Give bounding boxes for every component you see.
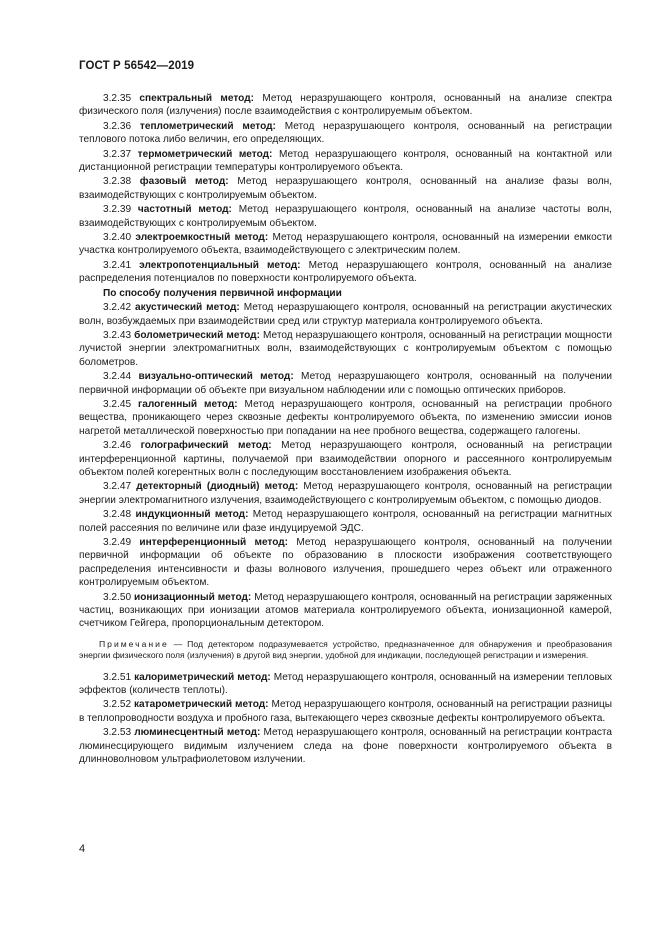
term-definition: Метод неразрушающего контроля, основанный на анализе частоты волн, взаимодействующих с контролируемым объектом. <box>79 204 612 229</box>
term-definition: Метод неразрушающего контроля, основанный на контактной или дистанционной регистрации температуры контролируемого объекта. <box>79 148 612 174</box>
term-name: термометрический метод: <box>137 148 273 160</box>
term-entry <box>79 480 612 507</box>
term-name: электроемкостный метод: <box>135 232 269 244</box>
term-name: интерференционный метод: <box>139 537 289 548</box>
term-definition: Метод неразрушающего контроля, основанный на измерении емкости участка контролируемого объекта, взаимодействующего с электрическим полем. <box>79 232 612 257</box>
section-subheading: По способу получения первичной информации <box>103 287 342 299</box>
term-definition: Метод неразрушающего контроля, основанный на регистрации энергии электромагнитного излучения, взаимодействующего с контролируемым объектом, с помощью диодов. <box>79 481 612 506</box>
term-definition: Метод неразрушающего контроля, основанный на измерении тепловых эффектов (количеств теплоты). <box>79 671 612 697</box>
term-entry <box>79 398 612 438</box>
term-name: калориметрический метод: <box>134 671 271 683</box>
term-definition: Метод неразрушающего контроля, основанный на получении первичной информации об объекте при визуальном наблюдении или с помощью оптических приборов. <box>79 371 612 396</box>
term-number: 3.2.44 <box>103 371 132 383</box>
term-entry <box>79 301 612 328</box>
term-entry <box>79 671 612 698</box>
term-number: 3.2.45 <box>103 398 132 410</box>
terms-group-c <box>79 671 612 767</box>
term-definition: Метод неразрушающего контроля, основанный на регистрации контраста люминесцирующего видимым излучением следа на фоне поверхности контролируемого объекта в длинноволновом ультрафиолетовом излучении. <box>79 727 613 766</box>
term-name: люминесцентный метод: <box>134 727 261 739</box>
term-name: акустический метод: <box>135 302 240 314</box>
term-definition: Метод неразрушающего контроля, основанный на анализе спектра физического поля (излучения) после взаимодействия с контролируемым объектом. <box>79 93 612 118</box>
term-entry <box>79 203 612 230</box>
term-entry <box>79 231 612 258</box>
term-number: 3.2.48 <box>103 509 132 521</box>
terms-group-b <box>79 301 612 631</box>
term-definition: Метод неразрушающего контроля, основанный на анализе распределения потенциалов по поверхности контролируемого объекта. <box>79 259 612 285</box>
term-name: катарометрический метод: <box>133 699 269 711</box>
term-definition: Метод неразрушающего контроля, основанный на получении первичной информации об объекте по образованию в плоскости изображения соответствующего распределения интенсивности и фазы волнового излучения, прошедшего через объект или отраженного контролируемым объектом. <box>79 537 612 589</box>
term-name: галогенный метод: <box>138 398 238 410</box>
term-entry <box>79 698 612 725</box>
term-name: фазовый метод: <box>139 176 229 188</box>
term-number: 3.2.42 <box>103 302 132 314</box>
term-definition: Метод неразрушающего контроля, основанный на регистрации теплового потока либо величин, его определяющих. <box>79 120 612 146</box>
term-number: 3.2.52 <box>103 699 132 711</box>
term-definition: Метод неразрушающего контроля, основанный на анализе фазы волн, взаимодействующих с контролируемым объектом. <box>79 176 612 201</box>
term-entry <box>79 370 612 397</box>
term-name: ионизационный метод: <box>134 591 252 603</box>
term-name: визуально-оптический метод: <box>138 371 294 383</box>
term-name: индукционный метод: <box>135 509 249 521</box>
term-entry <box>79 726 612 766</box>
term-name: теплометрический метод: <box>139 120 276 132</box>
term-definition: Метод неразрушающего контроля, основанный на регистрации пробного вещества, проникающего через сквозные дефекты контролируемого объекта, по изменению эмиссии ионов нагретой металлической поверхностью при попадании на нее пробного вещества, содержащего галогены. <box>79 398 613 437</box>
page-number: 4 <box>79 843 86 855</box>
term-number: 3.2.41 <box>103 259 132 271</box>
term-number: 3.2.47 <box>103 481 132 493</box>
term-definition: Метод неразрушающего контроля, основанный на регистрации магнитных полей рассеяния по величине или фазе индуцируемой ЭДС. <box>79 509 612 534</box>
term-number: 3.2.51 <box>103 671 132 683</box>
document-body <box>79 92 612 768</box>
term-number: 3.2.37 <box>103 148 132 160</box>
document-header: ГОСТ Р 56542—2019 <box>79 60 195 72</box>
term-entry <box>79 92 612 119</box>
term-definition: Метод неразрушающего контроля, основанный на регистрации разницы в теплопроводности воздуха и пробного газа, вытекающего через сквозные дефекты контролируемого объекта. <box>79 699 612 724</box>
term-number: 3.2.53 <box>103 727 132 739</box>
term-entry <box>79 536 612 590</box>
term-number: 3.2.49 <box>103 537 132 548</box>
term-number: 3.2.50 <box>103 591 132 603</box>
terms-group-a <box>79 92 612 286</box>
term-definition: Метод неразрушающего контроля, основанный на регистрации интерференционной картины, получаемой при взаимодействии опорного и рассеянного контролируемым объектом полей когерентных волн с последующим восстановлением изображения объекта. <box>79 440 613 478</box>
term-name: детекторный (диодный) метод: <box>136 481 299 493</box>
term-number: 3.2.35 <box>103 93 132 104</box>
term-entry <box>79 591 612 631</box>
term-entry <box>79 120 612 147</box>
note-text: — Под детектором подразумевается устройство, предназначенное для обнаружения и преобразования энергии физического поля (излучения) в другой вид энергии, удобной для индикации, последующей регистрации и измерения. <box>79 638 612 661</box>
term-definition: Метод неразрушающего контроля, основанный на регистрации мощности лучистой энергии электромагнитных волн, взаимодействующих с контролируемым объектом с помощью болометров. <box>79 329 612 368</box>
term-name: болометрический метод: <box>134 329 260 341</box>
note <box>79 639 612 662</box>
term-entry <box>79 148 612 175</box>
term-name: голографический метод: <box>140 440 272 452</box>
term-definition: Метод неразрушающего контроля, основанный на регистрации акустических волн, возбуждаемых при взаимодействии сред или структур материала контролируемого объекта. <box>79 302 612 327</box>
term-number: 3.2.40 <box>103 232 132 244</box>
term-number: 3.2.39 <box>103 204 132 216</box>
term-entry <box>79 439 612 479</box>
term-definition: Метод неразрушающего контроля, основанный на регистрации заряженных частиц, возникающих при ионизации атомов материала контролируемого объекта, ионизационной камерой, счетчиком Гейгера, пропорциональным детектором. <box>79 591 612 630</box>
term-entry <box>79 259 612 286</box>
term-name: электропотенциальный метод: <box>139 259 301 271</box>
term-name: частотный метод: <box>137 204 232 216</box>
term-name: спектральный метод: <box>139 93 254 104</box>
term-entry <box>79 329 612 369</box>
term-number: 3.2.46 <box>103 440 132 452</box>
term-entry <box>79 175 612 202</box>
note-label: Примечание <box>99 638 169 649</box>
term-entry <box>79 508 612 535</box>
term-number: 3.2.36 <box>103 120 132 132</box>
term-number: 3.2.38 <box>103 176 132 188</box>
term-number: 3.2.43 <box>103 329 132 341</box>
